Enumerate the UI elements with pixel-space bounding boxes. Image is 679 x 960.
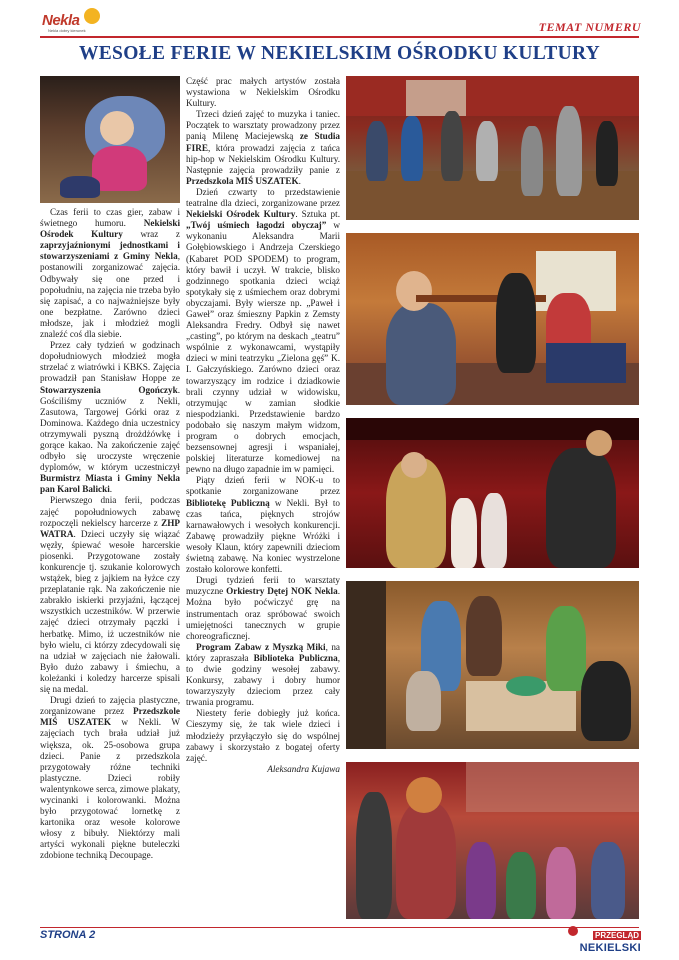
brand-bottom: NEKIELSKI <box>579 942 641 954</box>
paragraph: Dzień czwarty to przedstawienie teatralne dla dzieci, zorganizowane przez Nekielski Ośrodek Kultury. Sztuka pt. „Twój uśmiech łagodzi obyczaj” w wykonaniu Aleksandra Marii Gołębiowskiego i Andrzeja Czerskiego (Kabaret POD SPODEM) to program, który bawił i uczył. W trakcie, blisko godzinnego spotkania dzieci wciąż spotykały się z uśmiechem oraz dobrymi obyczajami. Były wiersze np. „Paweł i Gaweł” oraz śmieszny Papkin z Zemsty Aleksandra Fredry. Odbył się nawet „casting”, po którym na deskach „teatru” wspólnie z wykonawcami, wystąpiły dzieci w mini teatrzyku „Zielona gęś” K. I. Gałczyńskiego. Zarówno dzieci oraz towarzyszący im rodzice i dziadkowie brali czynny udział w widowisku, otrzymując w zamian słodkie niespodzianki. Przedstawienie bardzo podobało się naszym małym widzom, program o dobrych emocjach, bezsensownej agresji i wspaniałej, polskiej literaturze komediowej na pewno na długo zapadnie im w pamięci. <box>186 186 341 475</box>
nekla-logo <box>40 8 110 38</box>
article-column-2 <box>186 76 340 775</box>
logo-tagline: Nekla dobry kierunek <box>48 28 86 33</box>
footer-divider <box>40 927 639 928</box>
paragraph: Drugi tydzień ferii to warsztaty muzyczne Orkiestry Dętej NOK Nekla. Można było poćwiczyć grę na instrumentach oraz spróbować swoich umiejętności tanecznych w grupie choreograficznej. <box>186 575 340 641</box>
photo-child-crawling <box>40 76 180 203</box>
article-column-1 <box>40 207 180 862</box>
paragraph: Piąty dzień ferii w NOK-u to spotkanie zorganizowane przez Bibliotekę Publiczną w Nekli. Był to czas tańca, pięknych strojów karnawałowych i wesołych konkurencji. Zabawę prowadziły piękne Wróżki i wesoły Klaun, który zapewnili dzieciom świetną zabawę. Na koniec wystrzelone zostało kolorowe konfetti. <box>186 475 340 575</box>
section-label: TEMAT NUMERU <box>538 20 641 34</box>
brand-top: PRZEGLĄD <box>595 931 639 940</box>
przeglad-nekielski-logo <box>580 925 641 954</box>
logo-text: Nekla <box>42 12 80 29</box>
paragraph: Program Zabaw z Myszką Miki, na który zapraszała Biblioteka Publiczna, to dwie godziny wesołej zabawy. Konkursy, zabawy i dobry humor towarzyszyły dzieciom przez cały trwania programu. <box>186 641 340 708</box>
photo-carnival-party <box>346 581 639 749</box>
photo-theatre-show <box>346 418 639 568</box>
page-number: STRONA 2 <box>40 929 96 941</box>
paragraph: Drugi dzień to zajęcia plastyczne, zorganizowane przez Przedszkole MIŚ USZATEK w Nekli. W zajęciach tych brała udział już większa, ok. 25-osobowa grupa dzieci. Panie z przedszkola przygotowały różne techniki plastyczne. Dzieci robiły walentynkowe serca, zimowe plakaty, wycinanki i kolorowanki. Można było przygotować lornetkę z kartonika oraz wesołe kolorowe włosy z bibuły. Niektórzy mali artyści wykonali piękne buteleczki zdobione techniką Decoupage. <box>40 695 180 861</box>
paragraph: Trzeci dzień zajęć to muzyka i taniec. Początek to warsztaty prowadzony przez panią Milenę Maciejewską ze Studia FIRE, która prowadzi zajęcia z tańca hip-hop w Nekielskim Ośrodku Kultury. Następnie zajęcia prowadziły panie z Przedszkola MIŚ USZATEK. <box>186 109 340 186</box>
author-signature: Aleksandra Kujawa <box>267 763 340 774</box>
paragraph: Niestety ferie dobiegły już końca. Cieszymy się, że tak wiele dzieci i młodzieży przyłączyło się do wspólnej zabawy i skorzystało z bogatej oferty zajęć. <box>186 708 340 763</box>
photo-shooting-practice <box>346 233 639 405</box>
brand-icon <box>568 926 578 936</box>
paragraph: Pierwszego dnia ferii, podczas zajęć popołudniowych zabawę rozpoczęli nekielscy harcerze z ZHP WATRA. Dzieci uczyły się wiązać węzły, śpiewać wesołe harcerskie piosenki. Przygotowane zostały konkurencje tj. szukanie kolorowych wstążek, bieg z jajkiem na łyżce czy przeplatanie rąk. Na zakończenie nie zabrakło iskierki przyjaźni, łączącej wszystkich uczestników. W przerwie zajęć dzieci otrzymały pączki i herbatkę. Mimo, iż uczestników nie było wielu, ci którzy zdecydowali się na udział w zajęciach nie żałowali. Było dużo zabawy i śmiechu, a koleżanki i koledzy harcerze spisali się na medal. <box>40 495 180 695</box>
sun-icon <box>84 8 100 24</box>
paragraph: Część prac małych artystów została wystawiona w Nekielskim Ośrodku Kultury. <box>186 76 340 109</box>
article-title: WESOŁE FERIE W NEKIELSKIM OŚRODKU KULTURY <box>78 43 601 64</box>
header-divider <box>40 36 639 38</box>
paragraph: Przez cały tydzień w godzinach dopołudniowych młodzież mogła strzelać z wiatrówki i KBKS. Zajęcia prowadził pan Stanisław Hoppe ze Stowarzyszenia Ogończyk. Gościliśmy uczniów z Nekli, Zasutowa, Targowej Górki oraz z Dominowa. Każdego dnia uczestnicy otrzymywali pyszną drożdżówkę i gorące kakao. Na zakończenie zajęć odbyło się uroczyste wręczenie dyplomów, w którym uczestniczył Burmistrz Miasta i Gminy Nekla pan Karol Balicki. <box>40 340 180 495</box>
photo-hiphop-dance <box>346 76 639 220</box>
paragraph: Czas ferii to czas gier, zabaw i świetnego humoru. Nekielski Ośrodek Kultury wraz z zaprzyjaźnionymi jednostkami i stowarzyszeniami z Gminy Nekla, postanowili zorganizować zajęcia. Odbywały się one przed i popołudniu, na zajęcia nie trzeba było się zapisać, a co najważniejsze były one bezpłatne. Zarówno dzieci młodsze, jak i młodzież mogli znaleźć coś dla siebie. <box>40 207 180 340</box>
photo-mickey-mouse-games <box>346 762 639 919</box>
page-header <box>0 0 679 46</box>
